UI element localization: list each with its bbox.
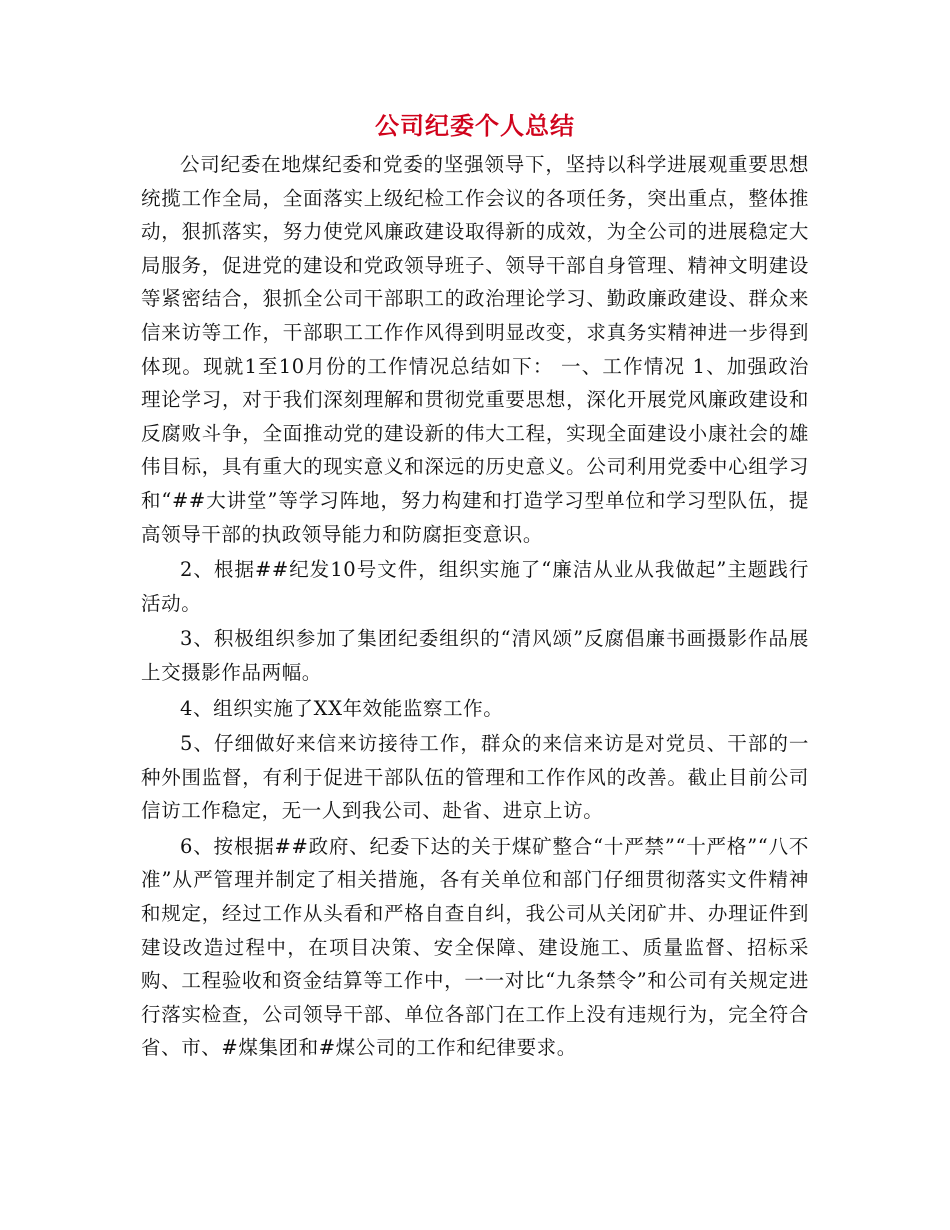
paragraph-item-2: 2、根据##纪发10号文件，组织实施了“廉洁从业从我做起”主题践行活动。: [141, 558, 809, 615]
paragraph-item-3: 3、积极组织参加了集团纪委组织的“清风颂”反腐倡廉书画摄影作品展上交摄影作品两幅。: [141, 627, 809, 684]
paragraph-item-5: 5、仔细做好来信来访接待工作，群众的来信来访是对党员、干部的一种外围监督，有利于促进干部队伍的管理和工作作风的改善。截止目前公司信访工作稳定，无一人到我公司、赴省、进京上访。: [141, 732, 809, 823]
document-title: 公司纪委个人总结: [375, 111, 575, 140]
document-page: [141, 106, 809, 1067]
paragraph-item-4: 4、组织实施了XX年效能监察工作。: [180, 696, 504, 720]
paragraph-item-6: 6、按根据##政府、纪委下达的关于煤矿整合“十严禁”“十严格”“八不准”从严管理并制定了相关措施，各有关单位和部门仔细贯彻落实文件精神和规定，经过工作从头看和严格自查自纠，我公司从关闭矿井、办理证件到建设改造过程中，在项目决策、安全保障、建设施工、质量监督、招标采购、工程验收和资金结算等工作中，一一对比“九条禁令”和公司有关规定进行落实检查，公司领导干部、单位各部门在工作上没有违规行为，完全符合省、市、#煤集团和#煤公司的工作和纪律要求。: [141, 834, 809, 1060]
paragraph-intro: 公司纪委在地煤纪委和党委的坚强领导下，坚持以科学进展观重要思想统揽工作全局，全面落实上级纪检工作会议的各项任务，突出重点，整体推动，狠抓落实，努力使党风廉政建设取得新的成效，为全公司的进展稳定大局服务，促进党的建设和党政领导班子、领导干部自身管理、精神文明建设等紧密结合，狠抓全公司干部职工的政治理论学习、勤政廉政建设、群众来信来访等工作，干部职工工作作风得到明显改变，求真务实精神进一步得到体现。现就1至10月份的工作情况总结如下： 一、工作情况 1、加强政治理论学习，对于我们深刻理解和贯彻党重要思想，深化开展党风廉政建设和反腐败斗争，全面推动党的建设新的伟大工程，实现全面建设小康社会的雄伟目标，具有重大的现实意义和深远的历史意义。公司利用党委中心组学习和“##大讲堂”等学习阵地，努力构建和打造学习型单位和学习型队伍，提高领导干部的执政领导能力和防腐拒变意识。: [141, 153, 809, 546]
